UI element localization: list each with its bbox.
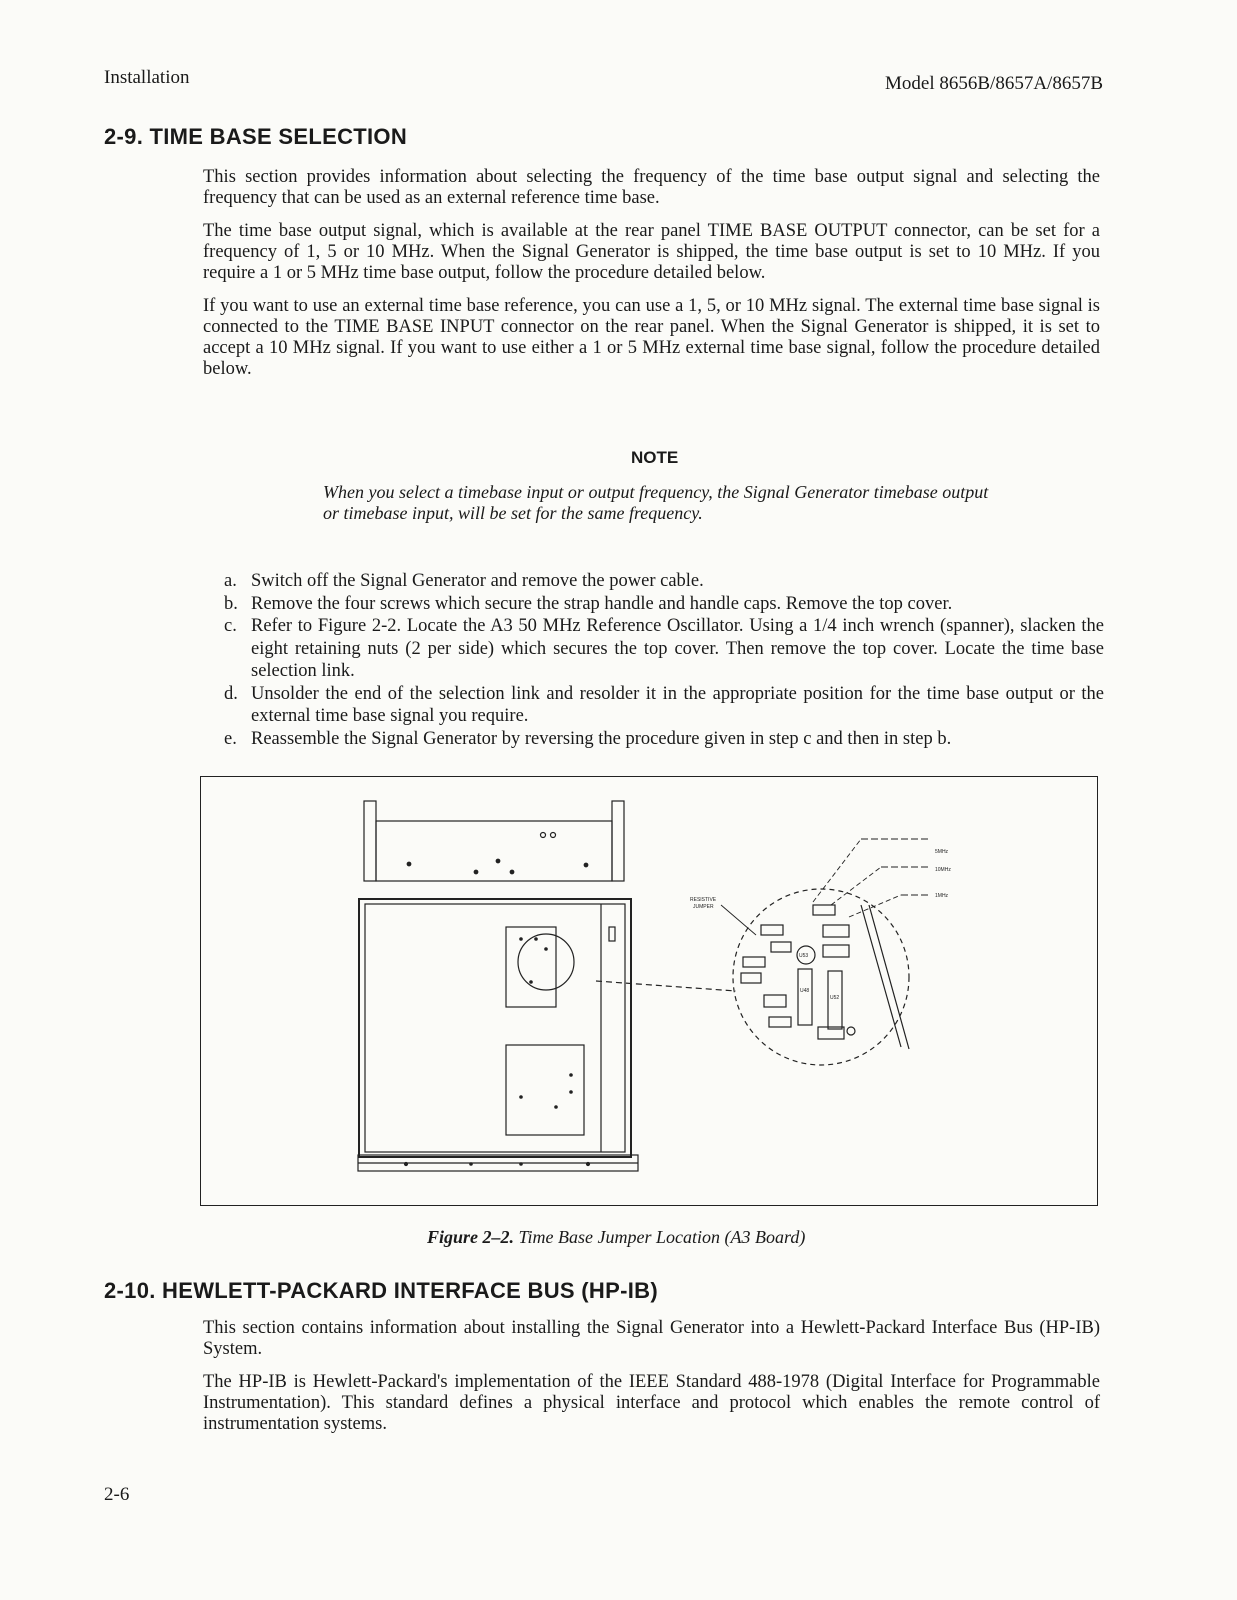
label-jumper: JUMPER: [693, 904, 714, 910]
step-text: Reassemble the Signal Generator by reversing the procedure given in step c and then in step b.: [251, 728, 952, 749]
label-5mhz: 5MHz: [935, 849, 949, 855]
label-u48: U48: [800, 988, 810, 994]
step-letter: c.: [224, 616, 237, 636]
step-letter: b.: [224, 593, 238, 614]
note-title: NOTE: [631, 448, 679, 467]
note-text: When you select a timebase input or output frequency, the Signal Generator timebase output or timebase input, will be set for the same frequency.: [323, 482, 989, 523]
section-title-hpib: 2-10. HEWLETT-PACKARD INTERFACE BUS (HP-IB): [104, 1278, 658, 1303]
paragraph: If you want to use an external time base reference, you can use a 1, 5, or 10 MHz signal. The external time base signal is connected to the TIME BASE INPUT connector on the rear panel. When the Signal Generator is shipped, it is set to accept a 10 MHz signal. If you want to use either a 1 or 5 MHz external time base signal, follow the procedure detailed below.: [203, 296, 1100, 379]
step-text: Remove the four screws which secure the strap handle and handle caps. Remove the top cover.: [251, 593, 953, 614]
running-header-left: Installation: [104, 67, 190, 88]
label-1mhz: 1MHz: [935, 893, 949, 899]
step-c: [224, 615, 1104, 683]
paragraph: The time base output signal, which is available at the rear panel TIME BASE OUTPUT connector, can be set for a frequency of 1, 5 or 10 MHz. When the Signal Generator is shipped, the time base output is set to 10 MHz. If you require a 1 or 5 MHz time base output, follow the procedure detailed below.: [203, 221, 1100, 283]
instrument-body: [358, 899, 638, 1171]
step-letter: e.: [224, 728, 237, 749]
paragraph: This section contains information about installing the Signal Generator into a Hewlett-Packard Interface Bus (HP-IB) System.: [203, 1318, 1100, 1359]
step-text: Switch off the Signal Generator and remove the power cable.: [251, 571, 704, 591]
running-header-right: Model 8656B/8657A/8657B: [885, 73, 1103, 94]
label-resistive: RESISTIVE: [690, 897, 717, 903]
procedure-steps: [224, 570, 1104, 750]
figure-title: Time Base Jumper Location (A3 Board): [518, 1227, 806, 1247]
figure-caption: [427, 1227, 805, 1248]
step-text: Refer to Figure 2-2. Locate the A3 50 MHz Reference Oscillator. Using a 1/4 inch wrench (spanner), slacken the eight retaining nuts (2 per side) which secures the top cover. Then remove the top cover. Locate the time base selection link.: [251, 616, 1104, 681]
step-e: [224, 728, 1104, 751]
section2-body: [203, 1318, 1100, 1447]
step-text: Unsolder the end of the selection link and resolder it in the appropriate position for the time base output or the external time base signal you require.: [251, 683, 1104, 726]
section1-body: [203, 167, 1100, 392]
step-a: [224, 570, 1104, 593]
step-b: [224, 593, 1104, 616]
section-title-time-base: 2-9. TIME BASE SELECTION: [104, 124, 408, 149]
page-number: 2-6: [104, 1484, 130, 1505]
label-10mhz: 10MHz: [935, 867, 951, 873]
figure-number: Figure 2–2.: [427, 1227, 515, 1247]
label-u52: U52: [830, 995, 840, 1001]
label-u53: U53: [799, 953, 809, 959]
handle-assembly: [364, 801, 624, 881]
paragraph: This section provides information about selecting the frequency of the time base output signal and selecting the frequency that can be used as an external reference time base.: [203, 167, 1100, 208]
time-base-jumper-diagram: [201, 777, 1096, 1204]
figure-frame: [200, 776, 1098, 1206]
magnified-detail: [721, 839, 928, 1065]
step-letter: a.: [224, 571, 237, 591]
step-letter: d.: [224, 683, 238, 704]
paragraph: The HP-IB is Hewlett-Packard's implementation of the IEEE Standard 488-1978 (Digital Interface for Programmable Instrumentation). This standard defines a physical interface and protocol which enables the remote control of instrumentation systems.: [203, 1372, 1100, 1434]
step-d: [224, 683, 1104, 728]
